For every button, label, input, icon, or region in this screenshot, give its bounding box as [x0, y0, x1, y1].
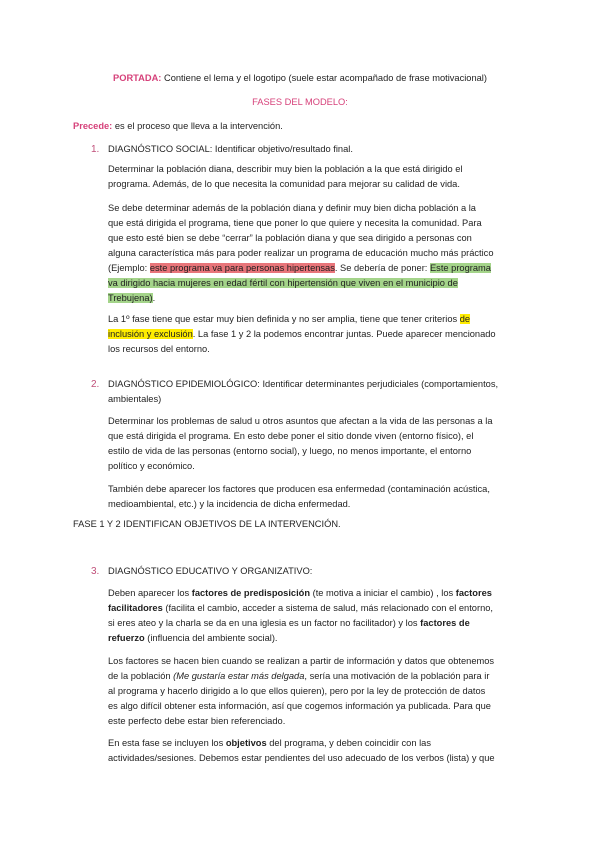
s1-p1-line: programa. Además, de lo que necesita la comunidad para mejorar su calidad de vida.	[108, 179, 460, 189]
s2-p1-line: estilo de vida de las personas (entorno social), y luego, no menos importante, el entorno	[108, 446, 472, 456]
s1-p2-line: Se debe determinar además de la población diana y definir muy bien dicha población a la	[108, 203, 476, 213]
precede-text: es el proceso que lleva a la intervención.	[112, 121, 283, 131]
s3-p2-line: al programa y hacerlo dirigido a lo que ellos quieren), pero por la ley de protección de datos	[108, 686, 486, 696]
text: En esta fase se incluyen los	[108, 738, 226, 748]
s2-p2-line: medioambiental, etc.) y la incidencia de dicha enfermedad.	[108, 499, 351, 509]
example-prefix: (Ejemplo:	[108, 263, 150, 273]
portada-line	[0, 72, 600, 86]
section-2-heading: DIAGNÓSTICO EPIDEMIOLÓGICO: Identificar determinantes perjudiciales (comportamientos,	[108, 379, 499, 389]
precede-label: Precede:	[73, 121, 113, 131]
text: del programa, y deben coincidir con las	[266, 738, 431, 748]
s2-p1-line: político y económico.	[108, 461, 195, 471]
highlight-red: este programa va para personas hipertensas	[149, 263, 335, 273]
text: (te motiva a iniciar el cambio) , los	[310, 588, 456, 598]
s3-p2-line: Los factores se hacen bien cuando se realizan a partir de información y datos que obtenemos	[108, 656, 495, 666]
s3-p2-line: es algo difícil obtener esta información, así que cogemos información ya publicada. Para que	[108, 701, 491, 711]
section-3-heading: DIAGNÓSTICO EDUCATIVO Y ORGANIZATIVO:	[108, 566, 313, 576]
example-middle: . Se debería de poner:	[334, 263, 430, 273]
bold-term: objetivos	[225, 738, 267, 748]
highlight-green: Este programa	[429, 263, 491, 273]
bold-term: refuerzo	[108, 633, 145, 643]
s1-p2-green-line	[108, 292, 155, 306]
s2-p1-line: Determinar los problemas de salud u otros asuntos que afectan a la vida de las personas a la	[108, 416, 493, 426]
s3-p1-line	[108, 587, 492, 601]
s1-p2-line: que esto esté bien se debe “cerrar” la población diana y que sea dirigido a personas con	[108, 233, 472, 243]
text: si eres ateo y la charla se da en una iglesia es un factor no facilitador) y los	[108, 618, 421, 628]
section-1-heading: DIAGNÓSTICO SOCIAL: Identificar objetivo/resultado final.	[108, 144, 353, 154]
s3-p1-line	[108, 632, 278, 646]
bold-term: factores de predisposición	[191, 588, 311, 598]
text: Deben aparecer los	[108, 588, 192, 598]
s3-p3-line	[108, 737, 431, 751]
highlight-green: Trebujena)	[108, 293, 153, 303]
bold-term: facilitadores	[108, 603, 163, 613]
s3-p1-line	[108, 602, 493, 616]
italic-quote: (Me gustaría estar más delgada	[173, 671, 305, 681]
s3-p2-line	[108, 670, 489, 684]
section-3-number: 3.	[91, 566, 100, 577]
period: .	[152, 293, 156, 303]
precede-line	[73, 120, 283, 134]
highlight-yellow: de	[459, 314, 471, 324]
bold-term: factores de	[420, 618, 470, 628]
s3-p3-line: actividades/sesiones. Debemos estar pendientes del uso adecuado de los verbos (lista) y que	[108, 753, 495, 763]
s1-p2-line: alguna característica más para poder realizar un programa de educación mucho más práctico	[108, 248, 494, 258]
text: , sería una motivación de la población para ir	[304, 671, 490, 681]
portada-text: Contiene el lema y el logotipo (suele estar acompañado de frase motivacional)	[161, 73, 487, 83]
s2-p2-line: También debe aparecer los factores que producen esa enfermedad (contaminación acústica,	[108, 484, 490, 494]
s1-p3-line	[108, 313, 470, 327]
section-1-number: 1.	[91, 144, 100, 155]
s1-p3-text: . La fase 1 y 2 la podemos encontrar juntas. Puede aparecer mencionado	[192, 329, 496, 339]
fases-title: FASES DEL MODELO:	[252, 97, 348, 107]
highlight-yellow: inclusión y exclusión	[108, 329, 193, 339]
s2-p1-line: que está dirigida el programa. En esto debe poner el sitio donde viven (entorno físico), el	[108, 431, 474, 441]
section-2-number: 2.	[91, 379, 100, 390]
s1-p3-line	[108, 328, 496, 342]
s3-p2-line: este perfecto debe estar bien referenciado.	[108, 716, 286, 726]
s3-p1-line	[108, 617, 470, 631]
s1-p2-line: que está dirigida el programa, tiene que poner lo que quiere y necesita la comunidad. Para	[108, 218, 482, 228]
bold-term: factores	[455, 588, 492, 598]
portada-label: PORTADA:	[113, 73, 162, 83]
s1-p2-green-line	[108, 277, 458, 291]
text: (influencia del ambiente social).	[144, 633, 278, 643]
s1-p1-line: Determinar la población diana, describir muy bien la población a la que está dirigido el	[108, 164, 463, 174]
section-2-heading: ambientales)	[108, 394, 162, 404]
text: de la población	[108, 671, 174, 681]
s1-p3-text: La 1º fase tiene que estar muy bien definida y no ser amplia, tiene que tener criterios	[108, 314, 460, 324]
text: (facilita el cambio, acceder a sistema de salud, más relacionado con el entorno,	[162, 603, 493, 613]
highlight-green: va dirigido hacia mujeres en edad fértil con hipertensión que viven en el municipio de	[108, 278, 458, 288]
fase12-note: FASE 1 Y 2 IDENTIFICAN OBJETIVOS DE LA INTERVENCIÓN.	[73, 519, 341, 529]
s1-p2-example-line	[108, 262, 491, 276]
s1-p3-line: los recursos del entorno.	[108, 344, 210, 354]
